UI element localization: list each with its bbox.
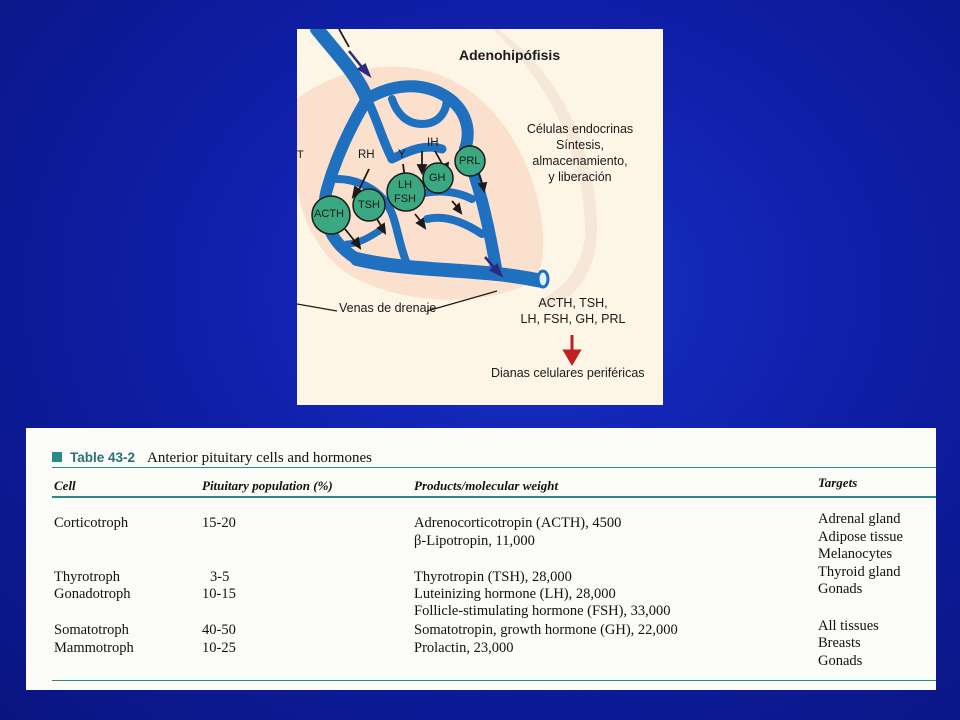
population-value: 3-5	[210, 569, 230, 585]
desc-line: y liberación	[548, 170, 612, 184]
hormones-line: LH, FSH, GH, PRL	[520, 312, 626, 326]
endocrine-cell-description	[497, 121, 663, 185]
target-value: All tissues	[818, 618, 879, 634]
square-bullet-icon	[52, 452, 62, 462]
divider	[52, 467, 936, 468]
product-value: Adrenocorticotropin (ACTH), 4500	[414, 515, 622, 531]
cell-name: Corticotroph	[54, 515, 129, 531]
truncated-t-label: T	[297, 149, 304, 161]
population-value: 10-15	[202, 586, 236, 602]
cell-prl-label: PRL	[459, 155, 481, 167]
cell-name: Gonadotroph	[54, 586, 131, 602]
pituitary-table	[26, 428, 936, 690]
product-value: Somatotropin, growth hormone (GH), 22,000	[414, 622, 678, 638]
hormones-line: ACTH, TSH,	[538, 296, 608, 310]
product-value: Luteinizing hormone (LH), 28,000	[414, 586, 616, 602]
cell-gh-label: GH	[429, 172, 446, 184]
target-value: Adipose tissue	[818, 529, 903, 545]
target-value: Gonads	[818, 653, 863, 669]
product-value: Thyrotropin (TSH), 28,000	[414, 569, 572, 585]
cell-fsh-label: FSH	[394, 193, 416, 205]
header-products: Products/molecular weight	[414, 478, 559, 493]
target-value: Adrenal gland	[818, 511, 901, 527]
cell-tsh-label: TSH	[358, 199, 380, 211]
population-value: 15-20	[202, 515, 236, 531]
divider	[52, 496, 936, 498]
table-caption	[52, 450, 372, 467]
target-value: Breasts	[818, 635, 861, 651]
header-targets: Targets	[818, 475, 858, 490]
and-label: Y	[398, 149, 406, 161]
released-hormones-label	[485, 295, 661, 327]
peripheral-targets-label: Dianas celulares periféricas	[491, 366, 645, 380]
divider	[52, 680, 936, 681]
desc-line: Síntesis,	[556, 138, 604, 152]
inhibiting-hormone-label: IH	[427, 137, 439, 149]
product-value: Follicle-stimulating hormone (FSH), 33,000	[414, 603, 671, 619]
cell-name: Somatotroph	[54, 622, 129, 638]
target-value: Thyroid gland	[818, 564, 901, 580]
header-population: Pituitary population (%)	[202, 478, 333, 493]
population-value: 10-25	[202, 640, 236, 656]
cell-lh-label: LH	[398, 179, 413, 191]
product-value: β-Lipotropin, 11,000	[414, 533, 535, 549]
header-cell: Cell	[54, 478, 76, 493]
desc-line: almacenamiento,	[532, 154, 628, 168]
product-value: Prolactin, 23,000	[414, 640, 514, 656]
table-title: Anterior pituitary cells and hormones	[147, 450, 372, 466]
cell-name: Thyrotroph	[54, 569, 121, 585]
diagram-artwork	[297, 29, 663, 405]
diagram-title: Adenohipófisis	[459, 47, 561, 63]
cell-acth-label: ACTH	[314, 208, 344, 220]
drainage-veins-label: Venas de drenaje	[339, 301, 437, 315]
target-value: Gonads	[818, 581, 863, 597]
population-value: 40-50	[202, 622, 236, 638]
cell-name: Mammotroph	[54, 640, 134, 656]
adenohypophysis-diagram	[297, 29, 663, 405]
releasing-hormone-label: RH	[358, 149, 375, 161]
target-value: Melanocytes	[818, 546, 893, 562]
table-number: Table 43-2	[70, 450, 136, 465]
desc-line: Células endocrinas	[526, 122, 634, 136]
